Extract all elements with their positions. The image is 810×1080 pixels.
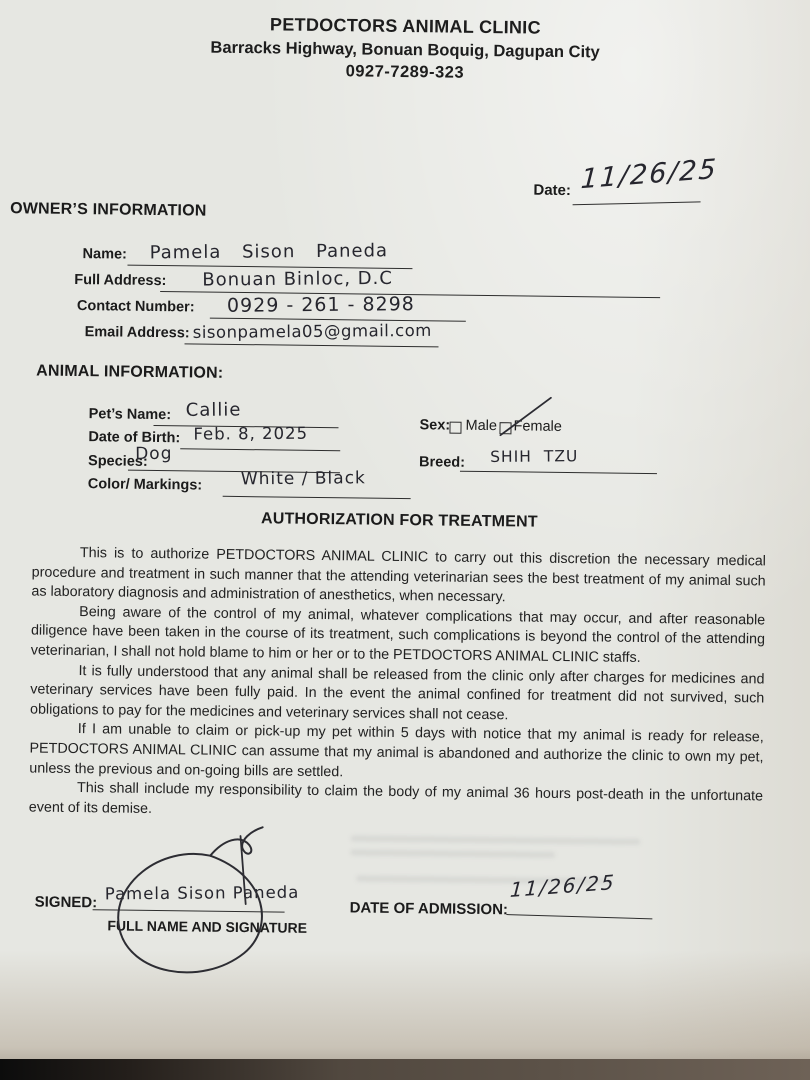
owner-contact-label: Contact Number: bbox=[76, 298, 195, 316]
birthdate-label: Date of Birth: bbox=[88, 429, 181, 447]
female-option-label: Female bbox=[513, 418, 562, 435]
species-value: Dog bbox=[135, 443, 173, 465]
breed-label: Breed: bbox=[418, 454, 466, 471]
owner-name-label: Name: bbox=[82, 246, 128, 263]
letterhead bbox=[0, 11, 810, 87]
color-markings-label: Color/ Markings: bbox=[87, 476, 203, 494]
color-markings-value: White / Black bbox=[240, 468, 366, 490]
admission-date-label: DATE OF ADMISSION: bbox=[349, 899, 509, 919]
signed-name-value: Pamela Sison Paneda bbox=[104, 882, 300, 904]
owner-section-title: OWNER’S INFORMATION bbox=[10, 200, 207, 220]
authorization-paragraph: This is to authorize PETDOCTORS ANIMAL CLINIC to carry out this discretion the necessary medical procedure and treatment in such manner that the attending veterinarian sees the best treatment of my animal such as laboratory diagnosis and administration of anesthetics, when necessary. bbox=[31, 545, 766, 606]
owner-address-label: Full Address: bbox=[74, 271, 167, 290]
male-checkbox bbox=[449, 422, 461, 434]
pet-name-value: Callie bbox=[185, 399, 242, 421]
authorization-paragraph: If I am unable to claim or pick-up my pet within 5 days with notice that my animal is ready for release, PETDOCTORS ANIMAL CLINIC can assume that my animal is abandoned and authorize the clinic to own my pet, unless the previous and on-going bills are settled. bbox=[29, 721, 764, 780]
owner-email-label: Email Address: bbox=[84, 324, 190, 342]
pet-name-label: Pet’s Name: bbox=[88, 406, 172, 424]
clinic-address: Barracks Highway, Bonuan Boquig, Dagupan City bbox=[210, 38, 600, 62]
clinic-name: PETDOCTORS ANIMAL CLINIC bbox=[269, 14, 541, 38]
breed-value: SHIH TZU bbox=[490, 447, 579, 466]
female-checkbox-checkmark bbox=[490, 389, 561, 442]
species-label: Species: bbox=[87, 453, 148, 470]
authorization-paragraph: It is fully understood that any animal shall be released from the clinic only after charges for medicines and veterinary services have been fully paid. In the event the animal confined for treatment did not survived, such obligations to pay for the medicines and veterinary services shall not cease. bbox=[29, 662, 765, 724]
table-surface-edge bbox=[0, 1059, 810, 1080]
owner-contact-value: 0929 - 261 - 8298 bbox=[226, 293, 415, 317]
owner-name-value: Pamela Sison Paneda bbox=[149, 240, 389, 264]
signed-caption: FULL NAME AND SIGNATURE bbox=[107, 917, 308, 936]
date-value-handwritten: 11/26/25 bbox=[579, 153, 719, 196]
authorization-paragraph: This shall include my responsibility to claim the body of my animal 36 hours post-death in the unfortunate event of its demise. bbox=[28, 780, 764, 817]
authorization-title: AUTHORIZATION FOR TREATMENT bbox=[260, 510, 538, 531]
signed-label: SIGNED: bbox=[34, 893, 98, 912]
sex-label: Sex: bbox=[419, 417, 451, 434]
male-option-label: Male bbox=[465, 417, 498, 435]
admission-date-value: 11/26/25 bbox=[509, 869, 617, 903]
authorization-paragraph: Being aware of the control of my animal, whatever complications that may occur, and after reasonable diligence have been taken in the course of its treatment, such complications is beyond the control of the attending veterinarian, I shall not hold blame to him or her or to the PETDOCTORS ANIMAL CLINIC staffs. bbox=[30, 603, 766, 666]
birthdate-value: Feb. 8, 2025 bbox=[193, 423, 309, 444]
handwritten-signature bbox=[89, 816, 311, 999]
authorization-body bbox=[29, 543, 766, 826]
bleed-through-text bbox=[350, 849, 555, 858]
animal-section-title: ANIMAL INFORMATION: bbox=[36, 362, 224, 382]
owner-address-value: Bonuan Binloc, D.C bbox=[202, 267, 394, 291]
bleed-through-text bbox=[350, 835, 640, 845]
clinic-phone: 0927-7289-323 bbox=[345, 62, 465, 82]
date-label: Date: bbox=[533, 181, 572, 200]
owner-email-value: sisonpamela05@gmail.com bbox=[192, 320, 432, 342]
